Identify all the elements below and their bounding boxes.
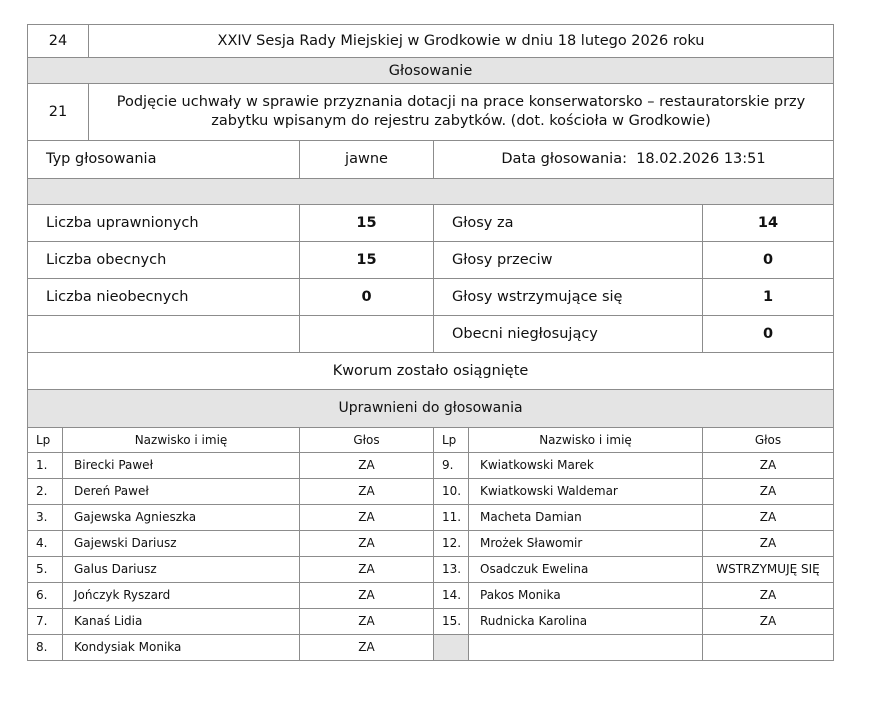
- voter-name: Mrożek Sławomir: [469, 530, 703, 556]
- voter-vote: ZA: [300, 530, 434, 556]
- votes-abstain-label: Głosy wstrzymujące się: [434, 278, 703, 315]
- session-header-table: [27, 24, 834, 141]
- table-row: [28, 530, 834, 556]
- voter-vote: ZA: [703, 582, 834, 608]
- vote-date-label: Data głosowania:: [501, 151, 627, 168]
- voter-lp: 12.: [434, 530, 469, 556]
- table-row: [28, 634, 834, 660]
- voter-lp: 9.: [434, 452, 469, 478]
- nonvoting-label: Obecni niegłosujący: [434, 315, 703, 352]
- voter-name: Rudnicka Karolina: [469, 608, 703, 634]
- voter-name: Gajewski Dariusz: [63, 530, 300, 556]
- voter-lp: 2.: [28, 478, 63, 504]
- col-header-lp: Lp: [28, 428, 63, 453]
- table-row: [28, 452, 834, 478]
- eligible-label: Liczba uprawnionych: [28, 204, 300, 241]
- votes-against-label: Głosy przeciw: [434, 241, 703, 278]
- voter-vote: ZA: [300, 608, 434, 634]
- voter-name: Pakos Monika: [469, 582, 703, 608]
- session-title: XXIV Sesja Rady Miejskiej w Grodkowie w dniu 18 lutego 2026 roku: [89, 25, 834, 58]
- voter-lp: 3.: [28, 504, 63, 530]
- spacer-row: [28, 178, 834, 204]
- voter-name: Kanaś Lidia: [63, 608, 300, 634]
- voter-vote: ZA: [300, 452, 434, 478]
- empty-cell: [434, 634, 469, 660]
- voter-name: Osadczuk Ewelina: [469, 556, 703, 582]
- voter-name: Jończyk Ryszard: [63, 582, 300, 608]
- voter-vote: ZA: [703, 478, 834, 504]
- voter-lp: 10.: [434, 478, 469, 504]
- col-header-name: Nazwisko i imię: [469, 428, 703, 453]
- empty-cell: [703, 634, 834, 660]
- votes-for-value: 14: [703, 204, 834, 241]
- empty-cell: [469, 634, 703, 660]
- voters-section-title: Uprawnieni do głosowania: [28, 389, 834, 427]
- voter-vote: ZA: [300, 634, 434, 660]
- table-row: [28, 582, 834, 608]
- votes-for-label: Głosy za: [434, 204, 703, 241]
- quorum-status: Kworum zostało osiągnięte: [28, 352, 834, 389]
- item-number: 21: [28, 84, 89, 141]
- col-header-vote: Głos: [703, 428, 834, 453]
- voter-lp: 6.: [28, 582, 63, 608]
- table-row: [28, 556, 834, 582]
- table-row: [28, 608, 834, 634]
- voter-name: Kondysiak Monika: [63, 634, 300, 660]
- table-row: [28, 478, 834, 504]
- session-number: 24: [28, 25, 89, 58]
- votes-abstain-value: 1: [703, 278, 834, 315]
- voter-name: Kwiatkowski Waldemar: [469, 478, 703, 504]
- voter-name: Birecki Paweł: [63, 452, 300, 478]
- empty-cell: [300, 315, 434, 352]
- voter-name: Kwiatkowski Marek: [469, 452, 703, 478]
- voter-lp: 4.: [28, 530, 63, 556]
- voters-table: [27, 428, 834, 661]
- eligible-value: 15: [300, 204, 434, 241]
- vote-type-value: jawne: [300, 141, 434, 178]
- voter-lp: 15.: [434, 608, 469, 634]
- vote-type-label: Typ głosowania: [28, 141, 300, 178]
- voter-vote: ZA: [703, 608, 834, 634]
- voter-lp: 13.: [434, 556, 469, 582]
- voter-vote: ZA: [703, 530, 834, 556]
- vote-summary-table: [27, 141, 834, 428]
- voter-lp: 1.: [28, 452, 63, 478]
- voter-vote: ZA: [703, 504, 834, 530]
- present-label: Liczba obecnych: [28, 241, 300, 278]
- voter-vote: ZA: [300, 504, 434, 530]
- col-header-lp: Lp: [434, 428, 469, 453]
- voting-sheet: [27, 24, 833, 661]
- present-value: 15: [300, 241, 434, 278]
- voter-lp: 5.: [28, 556, 63, 582]
- item-description: Podjęcie uchwały w sprawie przyznania dotacji na prace konserwatorsko – restauratorskie przy zabytku wpisanym do rejestru zabytków. (dot. kościoła w Grodkowie): [89, 84, 834, 141]
- voter-lp: 8.: [28, 634, 63, 660]
- voter-lp: 11.: [434, 504, 469, 530]
- voter-vote: ZA: [703, 452, 834, 478]
- voter-name: Macheta Damian: [469, 504, 703, 530]
- empty-cell: [28, 315, 300, 352]
- nonvoting-value: 0: [703, 315, 834, 352]
- votes-against-value: 0: [703, 241, 834, 278]
- voter-lp: 14.: [434, 582, 469, 608]
- voter-vote: ZA: [300, 556, 434, 582]
- voter-name: Galus Dariusz: [63, 556, 300, 582]
- voter-name: Gajewska Agnieszka: [63, 504, 300, 530]
- vote-date: [434, 141, 834, 178]
- voter-lp: 7.: [28, 608, 63, 634]
- section-voting-title: Głosowanie: [28, 58, 834, 84]
- voter-vote: WSTRZYMUJĘ SIĘ: [703, 556, 834, 582]
- absent-label: Liczba nieobecnych: [28, 278, 300, 315]
- voter-vote: ZA: [300, 582, 434, 608]
- vote-date-value: 18.02.2026 13:51: [636, 151, 766, 168]
- col-header-vote: Głos: [300, 428, 434, 453]
- table-row: [28, 504, 834, 530]
- voter-name: Dereń Paweł: [63, 478, 300, 504]
- col-header-name: Nazwisko i imię: [63, 428, 300, 453]
- voter-vote: ZA: [300, 478, 434, 504]
- absent-value: 0: [300, 278, 434, 315]
